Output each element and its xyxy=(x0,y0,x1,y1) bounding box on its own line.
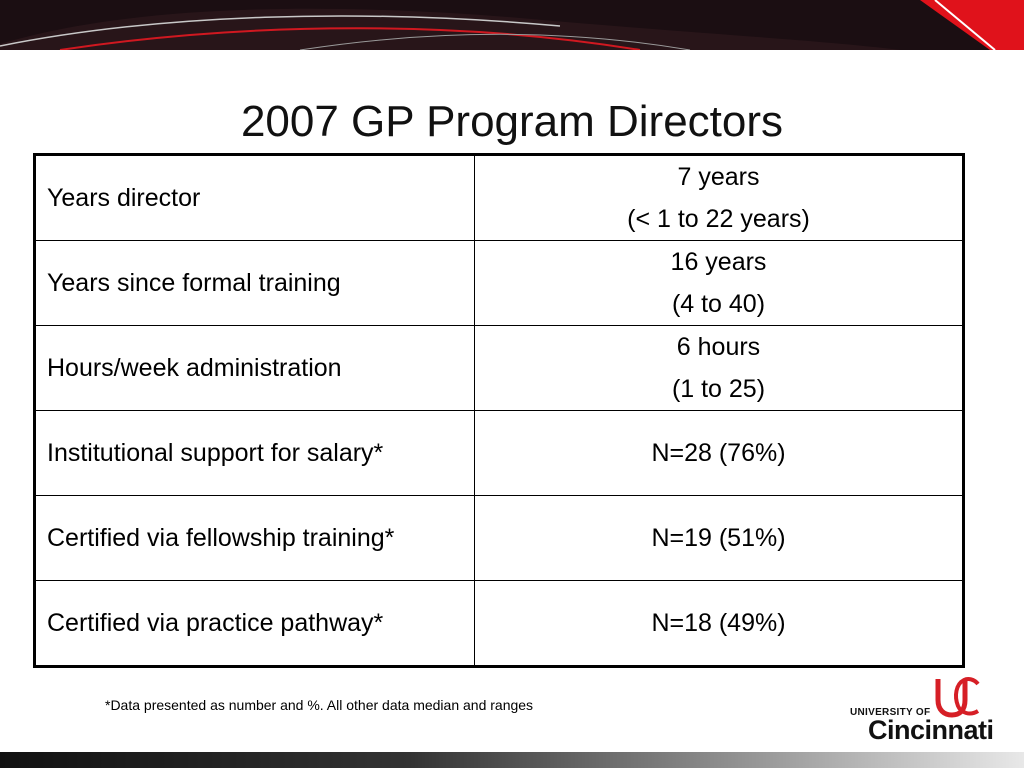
row-value xyxy=(475,326,964,411)
row-label: Certified via practice pathway* xyxy=(35,581,475,667)
row-value xyxy=(475,241,964,326)
table-row xyxy=(35,241,964,326)
value-range: (4 to 40) xyxy=(671,290,766,318)
table-row xyxy=(35,155,964,241)
university-logo xyxy=(848,676,998,746)
value-median: 6 hours xyxy=(676,333,761,361)
top-banner xyxy=(0,0,1024,50)
row-label: Hours/week administration xyxy=(35,326,475,411)
value-median: 7 years xyxy=(677,163,760,191)
row-label: Institutional support for salary* xyxy=(35,411,475,496)
row-label: Years since formal training xyxy=(35,241,475,326)
uc-logo-mark-icon xyxy=(934,676,980,718)
value-range: (< 1 to 22 years) xyxy=(627,205,810,233)
table-row xyxy=(35,326,964,411)
data-table xyxy=(33,153,965,668)
table-row xyxy=(35,411,964,496)
bottom-gradient-bar xyxy=(0,752,1024,768)
slide-title: 2007 GP Program Directors xyxy=(240,97,784,146)
row-value xyxy=(475,155,964,241)
row-label: Certified via fellowship training* xyxy=(35,496,475,581)
row-value: N=19 (51%) xyxy=(475,496,964,581)
table-row xyxy=(35,496,964,581)
row-label: Years director xyxy=(35,155,475,241)
row-value: N=18 (49%) xyxy=(475,581,964,667)
table-row xyxy=(35,581,964,667)
logo-cincinnati: Cincinnati xyxy=(868,715,994,745)
footnote: *Data presented as number and %. All other data median and ranges xyxy=(105,697,534,713)
value-median: 16 years xyxy=(670,248,767,276)
value-range: (1 to 25) xyxy=(671,375,766,403)
row-value: N=28 (76%) xyxy=(475,411,964,496)
logo-university-of: UNIVERSITY OF xyxy=(850,707,931,718)
